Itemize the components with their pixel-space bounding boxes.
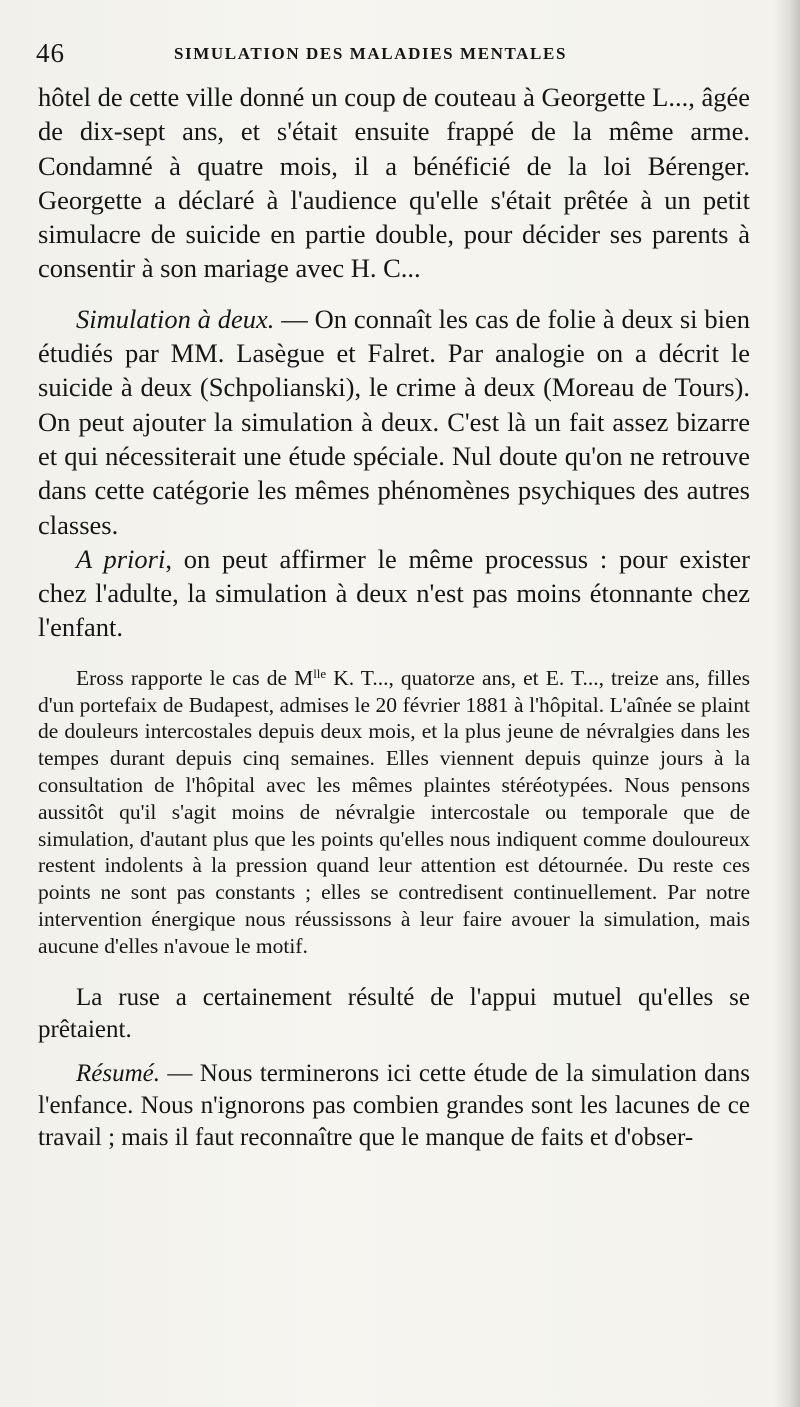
- case-report-eross: [38, 665, 750, 960]
- phrase-a-priori: A priori: [76, 543, 166, 574]
- paragraph-text: — Nous terminerons ici cette étude de la simulation dans l'enfance. Nous n'ignorons pas combien grandes sont les lacunes de ce travail ; mais il faut reconnaître que le manque de faits et d'obser-: [38, 1059, 750, 1151]
- paragraph-text: Eross rapporte le cas de M: [76, 665, 314, 690]
- paragraph-resume: [38, 1058, 750, 1154]
- paragraph-simulation-a-deux: [38, 302, 750, 542]
- paragraph-la-ruse: La ruse a certainement résulté de l'appui mutuel qu'elles se prêtaient.: [38, 983, 750, 1043]
- page-body: [38, 80, 750, 1154]
- running-title: SIMULATION DES MALADIES MENTALES: [174, 44, 567, 63]
- page-number: 46: [36, 38, 65, 68]
- superscript-lle: lle: [313, 666, 327, 681]
- section-heading-simulation-a-deux: Simulation à deux.: [76, 303, 275, 334]
- page-binding-shadow: [774, 0, 800, 1407]
- paragraph-text: , on peut affirmer le même processus : pour exister chez l'adulte, la simulation à deux n'est pas moins étonnante chez l'enfant.: [38, 543, 750, 643]
- paragraph-a-priori: [38, 542, 750, 645]
- paragraph-text: — On connaît les cas de folie à deux si bien étudiés par MM. Lasègue et Falret. Par analogie on a décrit le suicide à deux (Schpolianski), le crime à deux (Moreau de Tours). On peut ajouter la simulation à deux. C'est là un fait assez bizarre et qui nécessiterait une étude spéciale. Nul doute qu'on ne retrouve dans cette catégorie les mêmes phénomènes psychiques des autres classes.: [38, 303, 750, 540]
- paragraph-text: K. T..., quatorze ans, et E. T..., treize ans, filles d'un portefaix de Budapest, admises le 20 février 1881 à l'hôpital. L'aînée se plaint de douleurs intercostales depuis deux mois, et la plus jeune de névralgies dans les tempes durant depuis cinq semaines. Elles viennent depuis quinze jours à la consultation de l'hôpital avec les mêmes plaintes stéréotypées. Nous pensons aussitôt qu'il s'agit moins de névralgie intercostale ou temporale que de simulation, d'autant plus que les points qu'elles nous indiquent comme douloureux restent indolents à la pression quand leur attention est détournée. Du reste ces points ne sont pas constants ; elles se contredisent continuellement. Par notre intervention énergique nous réussissons à leur faire avouer la simulation, mais aucune d'elles n'avoue le motif.: [38, 665, 750, 958]
- section-heading-resume: Résumé.: [76, 1059, 160, 1087]
- page-header: [36, 38, 770, 68]
- paragraph-continuation: hôtel de cette ville donné un coup de couteau à Georgette L..., âgée de dix-sept ans, et s'était ensuite frappé de la même arme. Condamné à quatre mois, il a bénéficié de la loi Bérenger. Georgette a déclaré à l'audience qu'elle s'était prêtée à un petit simulacre de suicide en partie double, pour décider ses parents à consentir à son mariage avec H. C...: [38, 82, 750, 284]
